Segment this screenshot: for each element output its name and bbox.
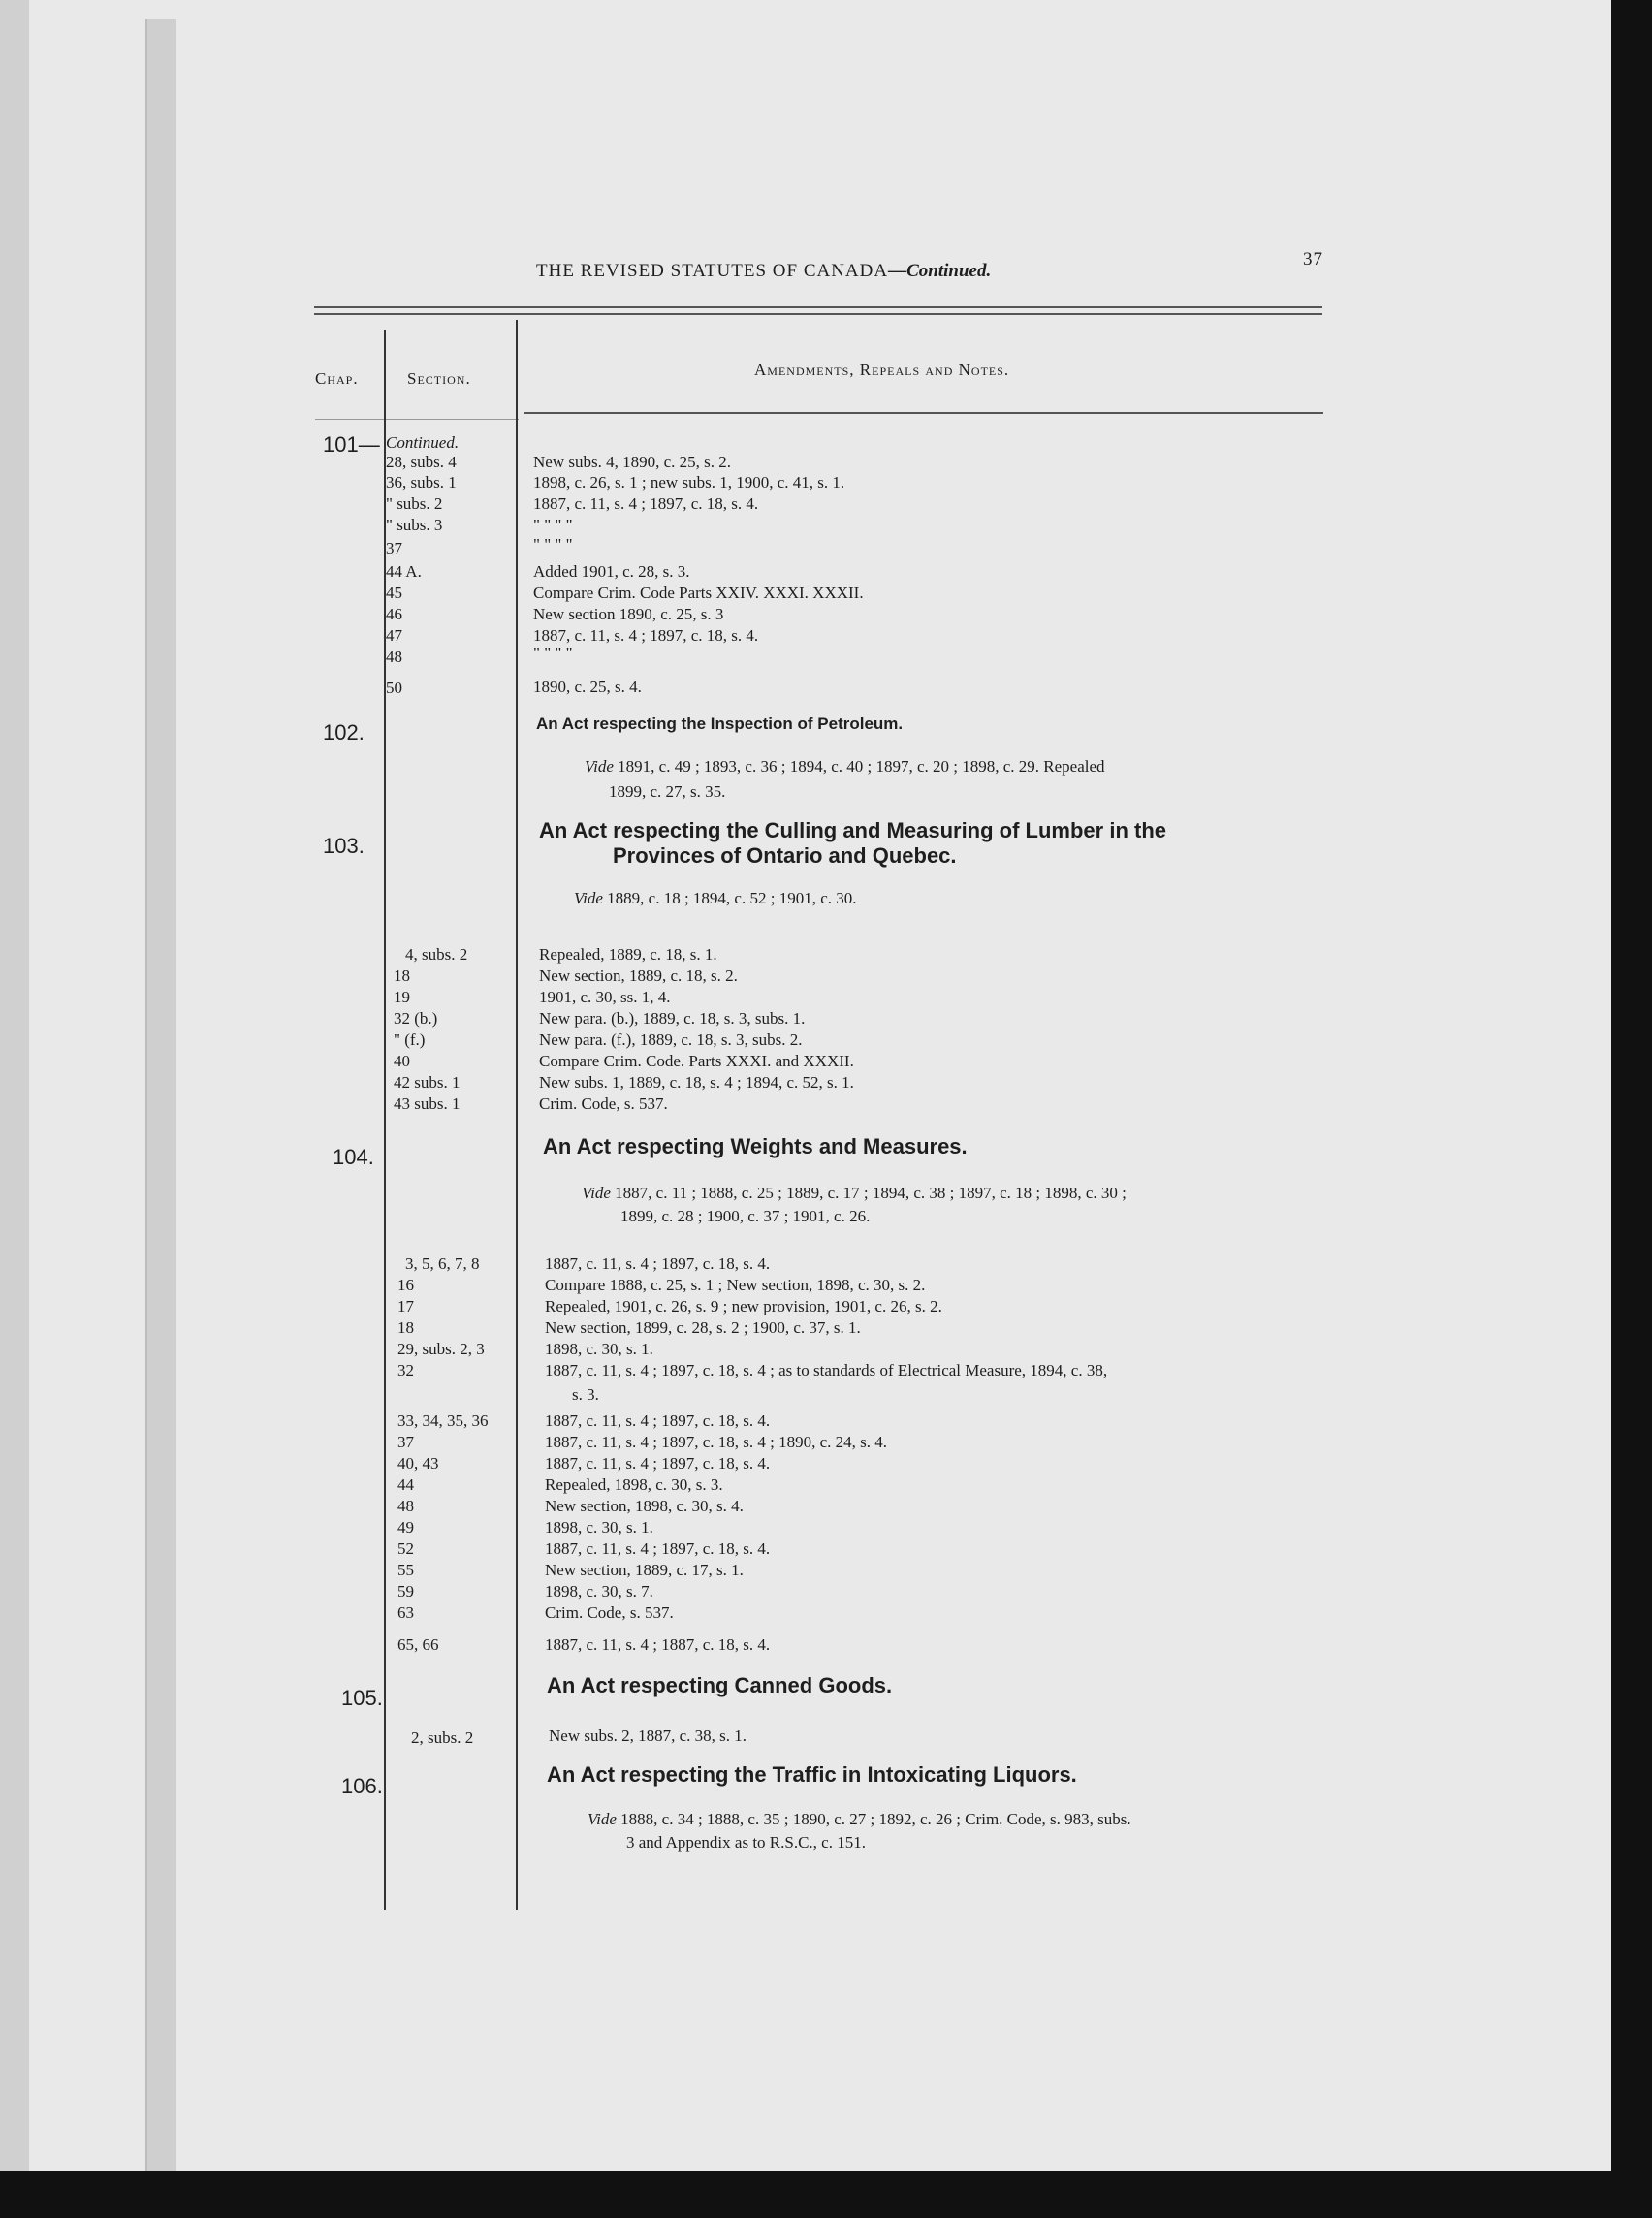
ch103-note-8: Crim. Code, s. 537. [539,1094,668,1113]
header-rule-top [314,306,1322,308]
page-number: 37 [1303,249,1323,269]
ch101-note-1: New subs. 4, 1890, c. 25, s. 2. [533,453,731,471]
ch103-section-2: 18 [394,966,410,985]
ch104-note-12: 1898, c. 30, s. 1. [545,1518,653,1537]
ch103-note-4: New para. (b.), 1889, c. 18, s. 3, subs. 1. [539,1009,806,1028]
ch102-vide-line1: Vide 1891, c. 49 ; 1893, c. 36 ; 1894, c. 40 ; 1897, c. 20 ; 1898, c. 29. Repealed [585,757,1105,776]
ch104-section-5: 29, subs. 2, 3 [397,1340,485,1358]
ch104-section-1: 3, 5, 6, 7, 8 [405,1254,480,1273]
ch104-note-10: Repealed, 1898, c. 30, s. 3. [545,1475,723,1494]
running-header [536,262,991,280]
ch104-section-11: 48 [397,1497,414,1515]
ch101-note-11: 1890, c. 25, s. 4. [533,678,642,696]
ch101-note-9: 1887, c. 11, s. 4 ; 1897, c. 18, s. 4. [533,626,759,645]
ch104-section-17: 65, 66 [397,1635,439,1654]
ch105-note-1: New subs. 2, 1887, c. 38, s. 1. [549,1727,747,1745]
column-header-chap: Chap. [315,369,359,388]
ch105-section-1: 2, subs. 2 [411,1728,474,1747]
ch104-section-9: 40, 43 [397,1454,439,1473]
ch104-section-8: 37 [397,1433,414,1451]
ch103-section-6: 40 [394,1052,410,1070]
ch101-section-5: 37 [386,539,402,557]
vide-label: Vide [588,1810,617,1828]
ch106-title: An Act respecting the Traffic in Intoxicating Liquors. [547,1762,1077,1787]
ch104-note-15: 1898, c. 30, s. 7. [545,1582,653,1600]
ch101-note-5: " " " " [533,535,573,554]
ch101-section-1: 28, subs. 4 [386,453,457,471]
ch101-note-7: Compare Crim. Code Parts XXIV. XXXI. XXXII. [533,584,864,602]
ch103-note-2: New section, 1889, c. 18, s. 2. [539,966,738,985]
ch104-note-6: 1887, c. 11, s. 4 ; 1897, c. 18, s. 4 ; as to standards of Electrical Measure, 1894, c. 38, [545,1361,1108,1379]
ch104-section-3: 17 [397,1297,414,1315]
ch105-title: An Act respecting Canned Goods. [547,1673,893,1697]
ch101-section-8: 46 [386,605,402,623]
ch104-note-5: 1898, c. 30, s. 1. [545,1340,653,1358]
chapter-number-105: 105. [341,1686,383,1710]
ch104-section-6: 32 [397,1361,414,1379]
ch104-section-15: 59 [397,1582,414,1600]
ch104-section-2: 16 [397,1276,414,1294]
scan-border-right [1611,0,1652,2218]
header-title: THE REVISED STATUTES OF CANADA [536,261,889,281]
ch104-section-7: 33, 34, 35, 36 [397,1411,489,1430]
ch101-section-4: " subs. 3 [386,516,443,534]
ch101-section-2: 36, subs. 1 [386,473,457,491]
ch101-section-9: 47 [386,626,402,645]
ch103-title-line2: Provinces of Ontario and Quebec. [613,843,957,868]
ch103-section-1: 4, subs. 2 [405,945,468,964]
ch101-note-4: " " " " [533,516,573,534]
ch104-note-2: Compare 1888, c. 25, s. 1 ; New section, 1898, c. 30, s. 2. [545,1276,926,1294]
ch104-note-6-cont: s. 3. [572,1385,599,1404]
ch101-section-6: 44 A. [386,562,422,581]
chapter-number-102: 102. [323,720,365,745]
ch104-section-13: 52 [397,1539,414,1558]
ch104-note-16: Crim. Code, s. 537. [545,1603,674,1622]
ch101-section-11: 50 [386,679,402,697]
amendments-column-rule [516,320,518,1910]
ch104-note-8: 1887, c. 11, s. 4 ; 1897, c. 18, s. 4 ; 1890, c. 24, s. 4. [545,1433,888,1451]
continued-label: Continued. [386,433,460,452]
ch103-section-5: " (f.) [394,1030,426,1049]
scan-border-bottom [0,2171,1652,2218]
ch104-note-14: New section, 1889, c. 17, s. 1. [545,1561,744,1579]
ch101-section-3: " subs. 2 [386,494,443,513]
ch103-vide-line1: Vide 1889, c. 18 ; 1894, c. 52 ; 1901, c. 30. [574,889,857,907]
ch103-note-6: Compare Crim. Code. Parts XXXI. and XXXII. [539,1052,854,1070]
ch104-section-16: 63 [397,1603,414,1622]
vide-label: Vide [574,889,603,907]
ch104-note-13: 1887, c. 11, s. 4 ; 1897, c. 18, s. 4. [545,1539,771,1558]
chapter-number-104: 104. [333,1145,374,1169]
ch103-section-7: 42 subs. 1 [394,1073,461,1092]
chapter-number-101: 101— [323,432,380,457]
ch104-section-4: 18 [397,1318,414,1337]
ch101-note-3: 1887, c. 11, s. 4 ; 1897, c. 18, s. 4. [533,494,759,513]
ch104-note-1: 1887, c. 11, s. 4 ; 1897, c. 18, s. 4. [545,1254,771,1273]
ch104-section-10: 44 [397,1475,414,1494]
header-continued: —Continued. [888,261,992,281]
ch103-note-5: New para. (f.), 1889, c. 18, s. 3, subs. 2. [539,1030,803,1049]
ch104-note-9: 1887, c. 11, s. 4 ; 1897, c. 18, s. 4. [545,1454,771,1473]
ch104-note-11: New section, 1898, c. 30, s. 4. [545,1497,744,1515]
chapter-number-103: 103. [323,834,365,858]
column-header-rule-left [315,419,519,420]
ch104-note-4: New section, 1899, c. 28, s. 2 ; 1900, c. 37, s. 1. [545,1318,861,1337]
ch106-vide-line2: 3 and Appendix as to R.S.C., c. 151. [626,1833,866,1852]
ch104-note-17: 1887, c. 11, s. 4 ; 1887, c. 18, s. 4. [545,1635,771,1654]
ch104-vide-line2: 1899, c. 28 ; 1900, c. 37 ; 1901, c. 26. [620,1207,871,1225]
ch103-note-7: New subs. 1, 1889, c. 18, s. 4 ; 1894, c. 52, s. 1. [539,1073,854,1092]
ch103-note-1: Repealed, 1889, c. 18, s. 1. [539,945,717,964]
column-header-rule [524,412,1323,414]
ch101-note-2: 1898, c. 26, s. 1 ; new subs. 1, 1900, c. 41, s. 1. [533,473,845,491]
ch103-section-3: 19 [394,988,410,1006]
column-header-section: Section. [407,369,471,388]
ch103-note-3: 1901, c. 30, ss. 1, 4. [539,988,671,1006]
ch101-note-8: New section 1890, c. 25, s. 3 [533,605,724,623]
ch101-section-10: 48 [386,648,402,666]
ch106-vide-line1: Vide 1888, c. 34 ; 1888, c. 35 ; 1890, c. 27 ; 1892, c. 26 ; Crim. Code, s. 983, subs. [588,1810,1131,1828]
ch104-note-3: Repealed, 1901, c. 26, s. 9 ; new provision, 1901, c. 26, s. 2. [545,1297,942,1315]
column-header-amendments: Amendments, Repeals and Notes. [754,361,1010,379]
ch104-section-12: 49 [397,1518,414,1537]
ch101-note-6: Added 1901, c. 28, s. 3. [533,562,690,581]
chapter-number-106: 106. [341,1774,383,1798]
ch103-section-4: 32 (b.) [394,1009,438,1028]
ch104-section-14: 55 [397,1561,414,1579]
ch103-section-8: 43 subs. 1 [394,1094,461,1113]
page-edge-shadow [0,0,29,2171]
ch104-vide-line1: Vide 1887, c. 11 ; 1888, c. 25 ; 1889, c. 17 ; 1894, c. 38 ; 1897, c. 18 ; 1898, c. 30 ; [582,1184,1127,1202]
ch101-section-7: 45 [386,584,402,602]
ch101-note-10: " " " " [533,644,573,662]
ch103-title-line1: An Act respecting the Culling and Measuring of Lumber in the [539,818,1167,842]
ch104-title: An Act respecting Weights and Measures. [543,1134,968,1158]
book-gutter [145,19,176,2171]
vide-label: Vide [585,757,614,776]
vide-label: Vide [582,1184,611,1202]
ch102-title: An Act respecting the Inspection of Petroleum. [536,714,904,733]
header-rule-bottom [314,313,1322,315]
ch104-note-7: 1887, c. 11, s. 4 ; 1897, c. 18, s. 4. [545,1411,771,1430]
ch102-vide-line2: 1899, c. 27, s. 35. [609,782,726,801]
